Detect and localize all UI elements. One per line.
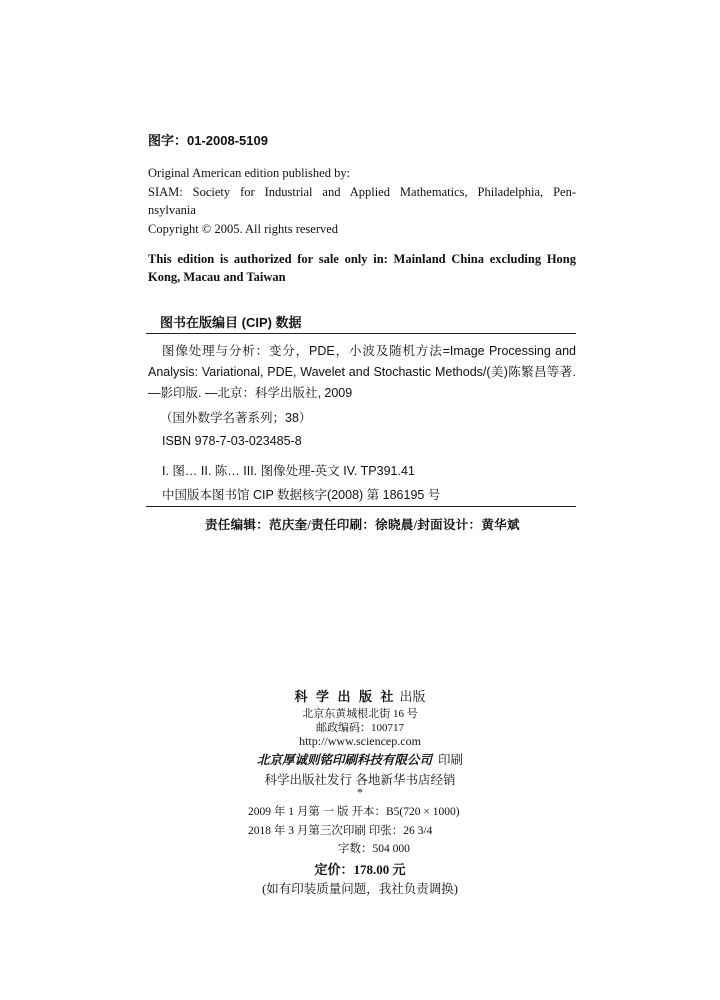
contract-number: 图字：01-2008-5109 <box>148 133 268 148</box>
cip-title-line-3: —影印版. —北京：科学出版社, 2009 <box>148 386 353 400</box>
word-count: 字数：504 000 <box>338 843 410 855</box>
cip-title-line-1: 图像处理与分析：变分，PDE，小波及随机方法=Image Processing and <box>162 344 576 358</box>
cip-title-line-2: Analysis: Variational, PDE, Wavelet and Stochastic Methods/(美)陈繁昌等著. <box>148 365 576 379</box>
cip-data-number: 中国版本图书馆 CIP 数据核字(2008) 第 186195 号 <box>162 488 441 502</box>
printer-suffix: 印刷 <box>438 753 464 767</box>
printer-name: 北京厚诚则铭印刷科技有限公司 <box>256 753 432 767</box>
publisher-postcode: 邮政编码：100717 <box>316 722 404 734</box>
authorization-line-2: Kong, Macau and Taiwan <box>148 270 286 284</box>
publisher-url: http://www.sciencep.com <box>299 734 421 748</box>
cip-isbn: ISBN 978-7-03-023485-8 <box>162 434 302 448</box>
publisher-name: 科 学 出 版 社 <box>294 690 396 705</box>
price: 定价：178.00 元 <box>314 862 406 877</box>
cip-series: （国外数学名著系列；38） <box>160 411 312 425</box>
orig-edition-line-3: nsylvania <box>148 203 196 217</box>
cip-heading: 图书在版编目 (CIP) 数据 <box>160 315 302 330</box>
publisher-suffix: 出版 <box>399 689 426 704</box>
distribution-line: 科学出版社发行 各地新华书店经销 <box>264 773 456 787</box>
edition-line-2: 2018 年 3 月第三次印刷 印张：26 3/4 <box>248 825 433 837</box>
orig-edition-line-1: Original American edition published by: <box>148 166 351 180</box>
authorization-line-1: This edition is authorized for sale only in: Mainland China excluding Hong <box>148 252 576 266</box>
publisher-line <box>0 686 720 705</box>
publisher-address: 北京东黄城根北街 16 号 <box>302 708 418 720</box>
cip-bottom-rule <box>146 506 576 507</box>
copyright-line: Copyright © 2005. All rights reserved <box>148 222 339 236</box>
printer-line <box>0 750 720 768</box>
cip-top-rule <box>146 333 576 334</box>
cip-classification: I. 图… II. 陈… III. 图像处理-英文 IV. TP391.41 <box>162 464 415 478</box>
editors-line: 责任编辑：范庆奎/责任印刷：徐晓晨/封面设计：黄华斌 <box>205 518 520 532</box>
quality-note: (如有印装质量问题，我社负责调换) <box>262 882 458 896</box>
orig-edition-line-2: SIAM: Society for Industrial and Applied Mathematics, Philadelphia, Pen- <box>148 185 576 199</box>
edition-line-1: 2009 年 1 月第 一 版 开本：B5(720 × 1000) <box>248 806 460 818</box>
separator-star: * <box>357 785 363 799</box>
